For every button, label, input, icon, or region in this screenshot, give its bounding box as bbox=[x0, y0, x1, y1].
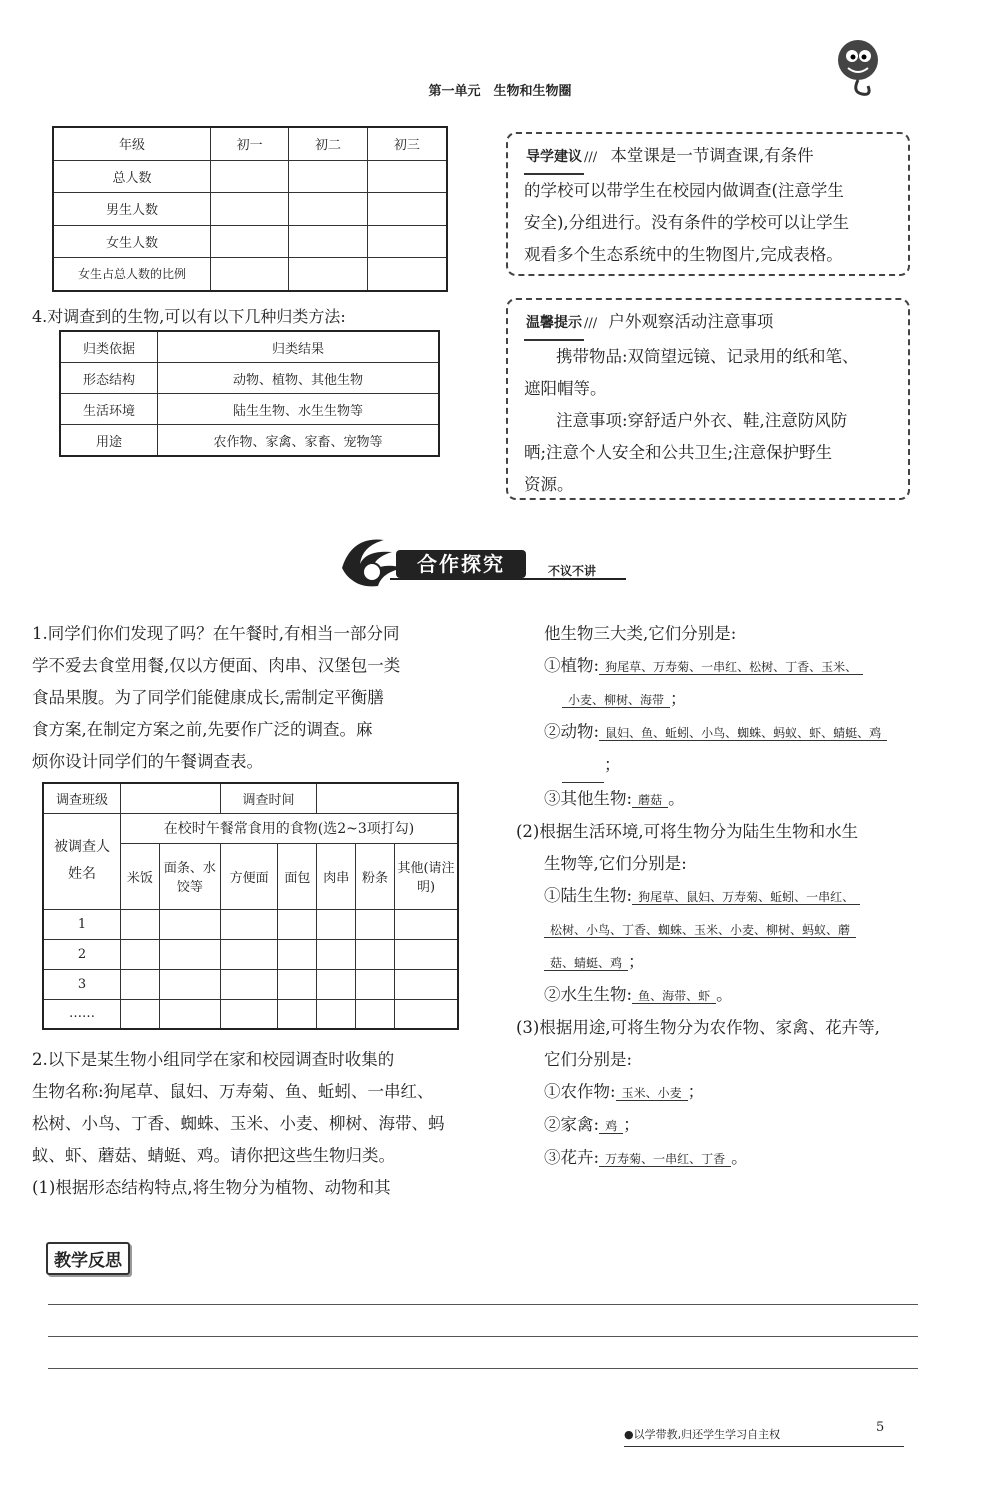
footer-slogan: ●以学带教,归还学生学习自主权 bbox=[624, 1428, 781, 1441]
row-label: 3 bbox=[43, 969, 121, 999]
text-line: (1)根据形态结构特点,将生物分为植物、动物和其 bbox=[32, 1178, 391, 1197]
text-line: 生物等,它们分别是: bbox=[544, 854, 687, 873]
time-label: 调查时间 bbox=[220, 783, 316, 813]
table-row bbox=[43, 939, 458, 969]
crop-label: ①农作物: bbox=[544, 1082, 616, 1101]
section-banner-subtitle: 不议不讲 bbox=[548, 564, 597, 578]
guide-line: 安全),分组进行。没有条件的学校可以让学生 bbox=[524, 213, 850, 232]
tips-tag: 温馨提示 bbox=[524, 307, 584, 341]
table-row bbox=[60, 425, 439, 457]
lunch-survey-table bbox=[42, 782, 459, 1030]
mascot-icon bbox=[828, 32, 890, 102]
punctuation: ； bbox=[687, 1082, 705, 1101]
table-header: 初三 bbox=[367, 127, 447, 160]
row-label: …… bbox=[43, 999, 121, 1029]
guide-line: 观看多个生态系统中的生物图片,完成表格。 bbox=[524, 245, 843, 264]
tips-line: 注意事项:穿舒适户外衣、鞋,注意防风防 bbox=[556, 411, 848, 430]
land-answer: 狗尾草、鼠妇、万寿菊、蚯蚓、一串红、 bbox=[632, 890, 860, 905]
table-row bbox=[53, 225, 447, 258]
table-header: 归类结果 bbox=[158, 331, 440, 363]
food-option: 其他(请注明) bbox=[395, 843, 459, 909]
answer-column bbox=[516, 618, 936, 1175]
table-row bbox=[43, 999, 458, 1029]
grade-stats-table bbox=[52, 126, 448, 292]
table-header: 初一 bbox=[211, 127, 289, 160]
text-line: 1.同学们你们发现了吗？在午餐时,有相当一部分同 bbox=[32, 624, 400, 643]
flower-answer: 万寿菊、一串红、丁香 bbox=[599, 1152, 731, 1167]
table-row bbox=[53, 193, 447, 226]
text-line: 食品果腹。为了同学们能健康成长,需制定平衡膳 bbox=[32, 688, 384, 707]
plant-label: ①植物: bbox=[544, 656, 600, 675]
text-line: 松树、小鸟、丁香、蜘蛛、玉米、小麦、柳树、海带、蚂 bbox=[32, 1114, 445, 1133]
food-option: 米饭 bbox=[121, 843, 160, 909]
food-option: 面条、水饺等 bbox=[159, 843, 220, 909]
table-row bbox=[43, 969, 458, 999]
row-label: 男生人数 bbox=[53, 193, 211, 226]
table-row bbox=[60, 394, 439, 425]
classification-table bbox=[59, 330, 440, 457]
text-line: 烦你设计同学们的午餐调查表。 bbox=[32, 752, 263, 771]
food-option: 粉条 bbox=[356, 843, 395, 909]
poultry-answer: 鸡 bbox=[599, 1119, 623, 1134]
water-label: ②水生生物: bbox=[544, 985, 633, 1004]
basis-cell: 形态结构 bbox=[60, 363, 158, 394]
row-label: 1 bbox=[43, 909, 121, 939]
table-row bbox=[53, 258, 447, 291]
text-line: 生物名称:狗尾草、鼠妇、万寿菊、鱼、蚯蚓、一串红、 bbox=[32, 1082, 434, 1101]
crop-answer: 玉米、小麦 bbox=[616, 1086, 688, 1101]
name-label: 被调查人姓名 bbox=[43, 813, 121, 909]
question-4: 4.对调查到的生物,可以有以下几种归类方法: bbox=[32, 307, 346, 326]
text-line: 食方案,在制定方案之前,先要作广泛的调查。麻 bbox=[32, 720, 373, 739]
class-label: 调查班级 bbox=[43, 783, 121, 813]
guide-line: 本堂课是一节调查课,有条件 bbox=[610, 146, 814, 165]
punctuation: ； bbox=[604, 755, 621, 774]
punctuation: 。 bbox=[716, 985, 733, 1004]
basis-cell: 生活环境 bbox=[60, 394, 158, 425]
tips-line: 晒;注意个人安全和公共卫生;注意保护野生 bbox=[524, 443, 833, 462]
punctuation: 。 bbox=[668, 789, 685, 808]
land-answer: 松树、小鸟、丁香、蜘蛛、玉米、小麦、柳树、蚂蚁、蘑 bbox=[544, 923, 856, 938]
animal-label: ②动物: bbox=[544, 722, 600, 741]
text-line: (2)根据生活环境,可将生物分为陆生生物和水生 bbox=[516, 822, 859, 841]
section-banner-title: 合作探究 bbox=[396, 550, 526, 578]
guide-line: 的学校可以带学生在校园内做调查(注意学生 bbox=[524, 181, 844, 200]
tips-line: 遮阳帽等。 bbox=[524, 379, 607, 398]
row-label: 女生占总人数的比例 bbox=[53, 258, 211, 291]
food-header: 在校时午餐常食用的食物(选2~3项打勾) bbox=[121, 813, 459, 843]
tips-box: 温馨提示 /// 户外观察活动注意事项 携带物品:双筒望远镜、记录用的纸和笔、 遮阳帽等。 注意事项:穿舒适户外衣、鞋,注意防风防 晒;注意个人安全和公共卫生;注意保护野生 资源。 bbox=[506, 298, 910, 500]
water-answer: 鱼、海带、虾 bbox=[632, 989, 716, 1004]
row-label: 总人数 bbox=[53, 160, 211, 193]
text-line: (3)根据用途,可将生物分为农作物、家禽、花卉等, bbox=[516, 1018, 880, 1037]
teaching-reflection-label: 教学反思 bbox=[46, 1242, 130, 1275]
reflection-line bbox=[48, 1304, 918, 1305]
table-header: 年级 bbox=[53, 127, 211, 160]
poultry-label: ②家禽: bbox=[544, 1115, 600, 1134]
plant-answer: 小麦、柳树、海带 bbox=[562, 693, 670, 708]
row-label: 女生人数 bbox=[53, 225, 211, 258]
result-cell: 动物、植物、其他生物 bbox=[158, 363, 440, 394]
punctuation: ； bbox=[628, 952, 645, 971]
other-label: ③其他生物: bbox=[544, 789, 633, 808]
result-cell: 陆生生物、水生生物等 bbox=[158, 394, 440, 425]
text-line: 学不爱去食堂用餐,仅以方便面、肉串、汉堡包一类 bbox=[32, 656, 401, 675]
row-label: 2 bbox=[43, 939, 121, 969]
text-line: 蚁、虾、蘑菇、蜻蜓、鸡。请你把这些生物归类。 bbox=[32, 1146, 395, 1165]
plant-answer: 狗尾草、万寿菊、一串红、松树、丁香、玉米、 bbox=[599, 660, 863, 675]
basis-cell: 用途 bbox=[60, 425, 158, 457]
reflection-line bbox=[48, 1336, 918, 1337]
reflection-line bbox=[48, 1368, 918, 1369]
animal-answer: 鼠妇、鱼、蚯蚓、小鸟、蜘蛛、蚂蚁、虾、蜻蜓、鸡 bbox=[599, 726, 887, 741]
guide-box: 导学建议 /// 本堂课是一节调查课,有条件 的学校可以带学生在校园内做调查(注意学生 安全),分组进行。没有条件的学校可以让学生 观看多个生态系统中的生物图片,完成表格。 bbox=[506, 132, 910, 276]
table-row bbox=[43, 909, 458, 939]
table-header: 归类依据 bbox=[60, 331, 158, 363]
punctuation: ； bbox=[623, 1115, 640, 1134]
question-2 bbox=[32, 1044, 472, 1204]
unit-title: 第一单元 生物和生物圈 bbox=[428, 84, 572, 99]
flower-label: ③花卉: bbox=[544, 1148, 600, 1167]
tips-line: 资源。 bbox=[524, 475, 574, 494]
food-option: 肉串 bbox=[317, 843, 356, 909]
question-1 bbox=[32, 618, 472, 778]
land-label: ①陆生生物: bbox=[544, 886, 633, 905]
page-number: 5 bbox=[876, 1420, 885, 1435]
other-answer: 蘑菇 bbox=[632, 793, 668, 808]
text-line: 他生物三大类,它们分别是: bbox=[544, 624, 737, 643]
table-row bbox=[60, 363, 439, 394]
banner-underline bbox=[390, 578, 626, 580]
tips-line: 携带物品:双筒望远镜、记录用的纸和笔、 bbox=[556, 347, 859, 366]
text-line: 2.以下是某生物小组同学在家和校园调查时收集的 bbox=[32, 1050, 395, 1069]
food-option: 方便面 bbox=[220, 843, 278, 909]
food-option: 面包 bbox=[278, 843, 317, 909]
land-answer: 菇、蜻蜓、鸡 bbox=[544, 956, 628, 971]
tips-title: 户外观察活动注意事项 bbox=[608, 312, 774, 331]
table-header: 初二 bbox=[289, 127, 367, 160]
result-cell: 农作物、家禽、家畜、宠物等 bbox=[158, 425, 440, 457]
text-line: 它们分别是: bbox=[544, 1050, 633, 1069]
footer-line bbox=[624, 1446, 904, 1447]
guide-tag: 导学建议 bbox=[524, 141, 584, 175]
punctuation: ； bbox=[670, 689, 687, 708]
punctuation: 。 bbox=[731, 1148, 748, 1167]
table-row bbox=[53, 160, 447, 193]
